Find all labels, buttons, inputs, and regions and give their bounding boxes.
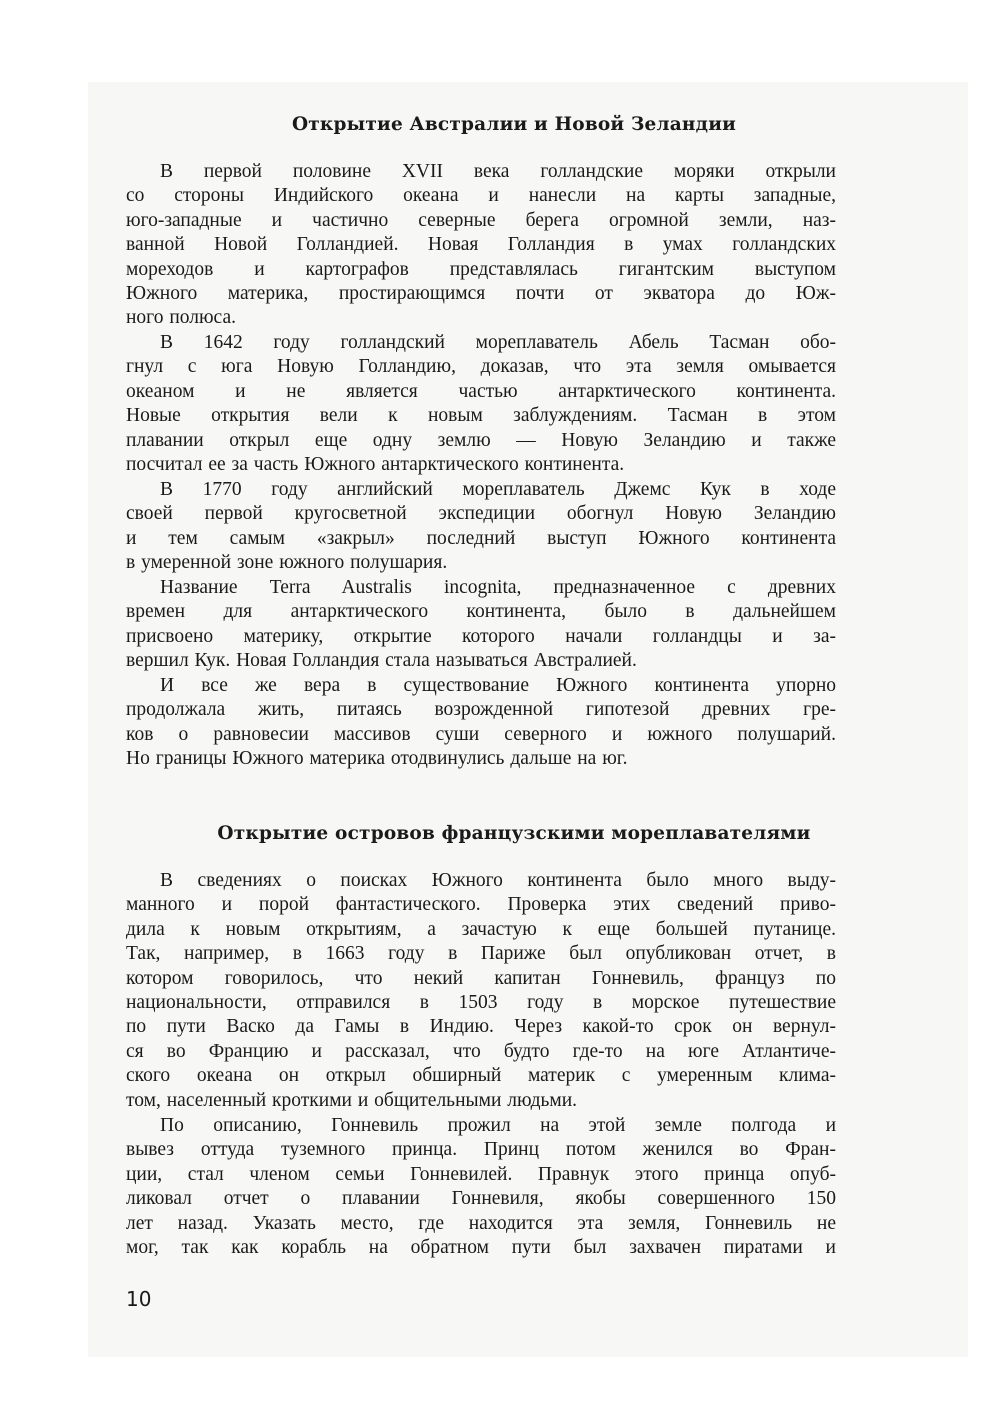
text-line: и тем самым «закрыл» последний выступ Южного континента: [126, 527, 836, 549]
section-title-australia: Открытие Австралии и Новой Зеландии: [291, 114, 737, 135]
text-line: мог, так как корабль на обратном пути был захвачен пиратами и: [126, 1236, 836, 1258]
text-line: своей первой кругосветной экспедиции обогнул Новую Зеландию: [126, 503, 836, 525]
page-number: 10: [126, 1287, 152, 1311]
text-line: посчитал ее за часть Южного антарктического континента.: [126, 453, 625, 475]
paragraph: [126, 576, 836, 674]
text-line: В 1642 году голландский мореплаватель Абель Тасман обо-: [160, 332, 836, 353]
text-line: том, населенный кроткими и общительными людьми.: [126, 1089, 578, 1111]
text-line: мореходов и картографов представлялась гигантским выступом: [126, 258, 836, 280]
text-line: со стороны Индийского океана и нанесли на карты западные,: [126, 185, 836, 207]
text-line: юго-западные и частично северные берега огромной земли, наз-: [126, 209, 836, 231]
text-line: национальности, отправился в 1503 году в морское путешествие: [126, 991, 836, 1013]
text-line: вывез оттуда туземного принца. Принц потом женился во Фран-: [126, 1139, 836, 1161]
text-line: продолжала жить, питаясь возрожденной гипотезой древних гре-: [126, 699, 836, 721]
text-line: В сведениях о поисках Южного континента было много выду-: [160, 870, 836, 891]
text-line: Новые открытия вели к новым заблуждениям. Тасман в этом: [126, 405, 836, 427]
paragraph: [126, 1114, 836, 1260]
paragraph: [126, 160, 836, 331]
text-line: ского океана он открыл обширный материк с умеренным клима-: [126, 1065, 836, 1087]
section-title-french-islands: Открытие островов французскими мореплавателями: [217, 823, 811, 844]
paragraph: [126, 674, 836, 772]
text-line: ции, стал членом семьи Гонневилей. Правнук этого принца опуб-: [126, 1163, 836, 1185]
text-line: по пути Васко да Гамы в Индию. Через какой-то срок он вернул-: [126, 1016, 836, 1038]
text-line: Так, например, в 1663 году в Париже был опубликован отчет, в: [126, 943, 836, 965]
text-line: По описанию, Гонневиль прожил на этой земле полгода и: [160, 1115, 836, 1136]
text-line: котором говорилось, что некий капитан Гонневиль, француз по: [126, 967, 836, 989]
text-line: океаном и не является частью антарктического континента.: [126, 380, 836, 402]
text-line: В 1770 году английский мореплаватель Джемс Кук в ходе: [160, 479, 836, 500]
text-line: И все же вера в существование Южного континента упорно: [160, 675, 836, 696]
paragraph: [126, 869, 836, 1113]
text-line: В первой половине XVII века голландские моряки открыли: [160, 161, 836, 182]
paragraph: [126, 331, 836, 477]
paragraph: [126, 478, 836, 576]
text-line: ванной Новой Голландией. Новая Голландия в умах голландских: [126, 234, 836, 256]
text-line: ного полюса.: [126, 307, 236, 329]
text-line: Название Terra Australis incognita, предназначенное с древних: [160, 577, 836, 598]
text-line: гнул с юга Новую Голландию, доказав, что эта земля омывается: [126, 356, 836, 378]
text-line: ликовал отчет о плавании Гонневиля, якобы совершенного 150: [126, 1188, 836, 1210]
text-line: лет назад. Указать место, где находится эта земля, Гонневиль не: [126, 1212, 836, 1234]
text-line: ков о равновесии массивов суши северного и южного полушарий.: [126, 723, 836, 745]
text-line: присвоено материку, открытие которого начали голландцы и за-: [126, 625, 836, 647]
text-line: Южного материка, простирающимся почти от экватора до Юж-: [126, 282, 836, 304]
text-line: манного и порой фантастического. Проверка этих сведений приво-: [126, 894, 836, 916]
text-line: времен для антарктического континента, было в дальнейшем: [126, 601, 836, 623]
text-line: дила к новым открытиям, а зачастую к еще большей путанице.: [126, 918, 836, 940]
text-line: Но границы Южного материка отодвинулись дальше на юг.: [126, 748, 628, 770]
text-line: вершил Кук. Новая Голландия стала называться Австралией.: [126, 650, 637, 672]
text-line: ся во Францию и рассказал, что будто где-то на юге Атлантиче-: [126, 1040, 836, 1062]
text-line: в умеренной зоне южного полушария.: [126, 552, 448, 574]
text-line: плавании открыл еще одну землю — Новую Зеландию и также: [126, 429, 836, 451]
